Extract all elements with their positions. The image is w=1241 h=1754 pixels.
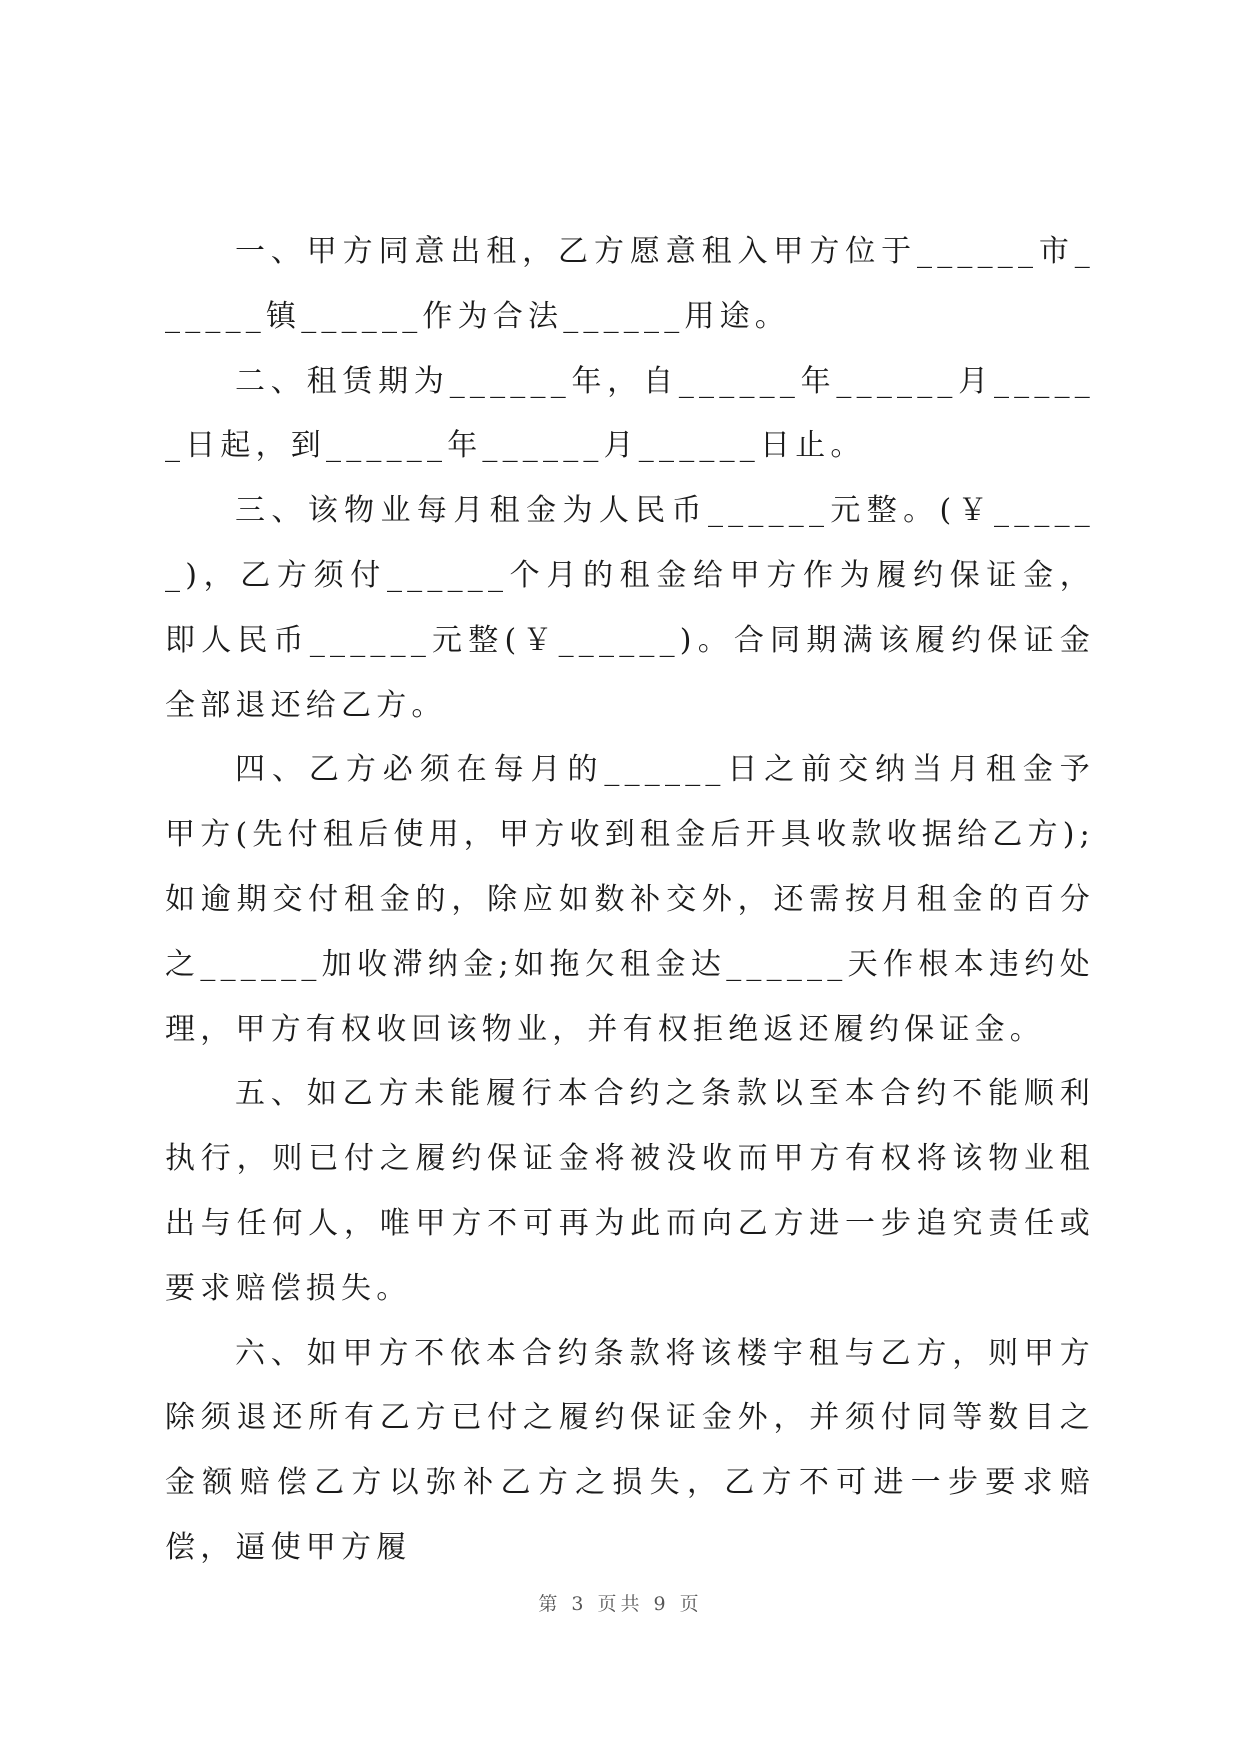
clause-3: 三、该物业每月租金为人民币______元整。(￥______)，乙方须付______个月的租金给甲方作为履约保证金，即人民币______元整(￥______)。合同期满该履约保证金全部退还给乙方。: [165, 493, 1095, 723]
clause-1: 一、甲方同意出租，乙方愿意租入甲方位于______市______镇______作为合法______用途。: [165, 234, 1095, 334]
clause-5: 五、如乙方未能履行本合约之条款以至本合约不能顺利执行，则已付之履约保证金将被没收而甲方有权将该物业租出与任何人，唯甲方不可再为此而向乙方进一步追究责任或要求赔偿损失。: [165, 1076, 1095, 1306]
clause-6: 六、如甲方不依本合约条款将该楼宇租与乙方，则甲方除须退还所有乙方已付之履约保证金外，并须付同等数目之金额赔偿乙方以弥补乙方之损失，乙方不可进一步要求赔偿，逼使甲方履: [165, 1335, 1095, 1565]
document-body: [165, 220, 1095, 1581]
page-number-footer: 第 3 页共 9 页: [538, 1593, 703, 1615]
clause-2: 二、租赁期为______年，自______年______月______日起，到______年______月______日止。: [165, 363, 1095, 464]
clause-4: 四、乙方必须在每月的______日之前交纳当月租金予甲方(先付租后使用，甲方收到租金后开具收款收据给乙方);如逾期交付租金的，除应如数补交外，还需按月租金的百分之______加收滞纳金;如拖欠租金达______天作根本违约处理，甲方有权收回该物业，并有权拒绝返还履约保证金。: [165, 752, 1095, 1047]
